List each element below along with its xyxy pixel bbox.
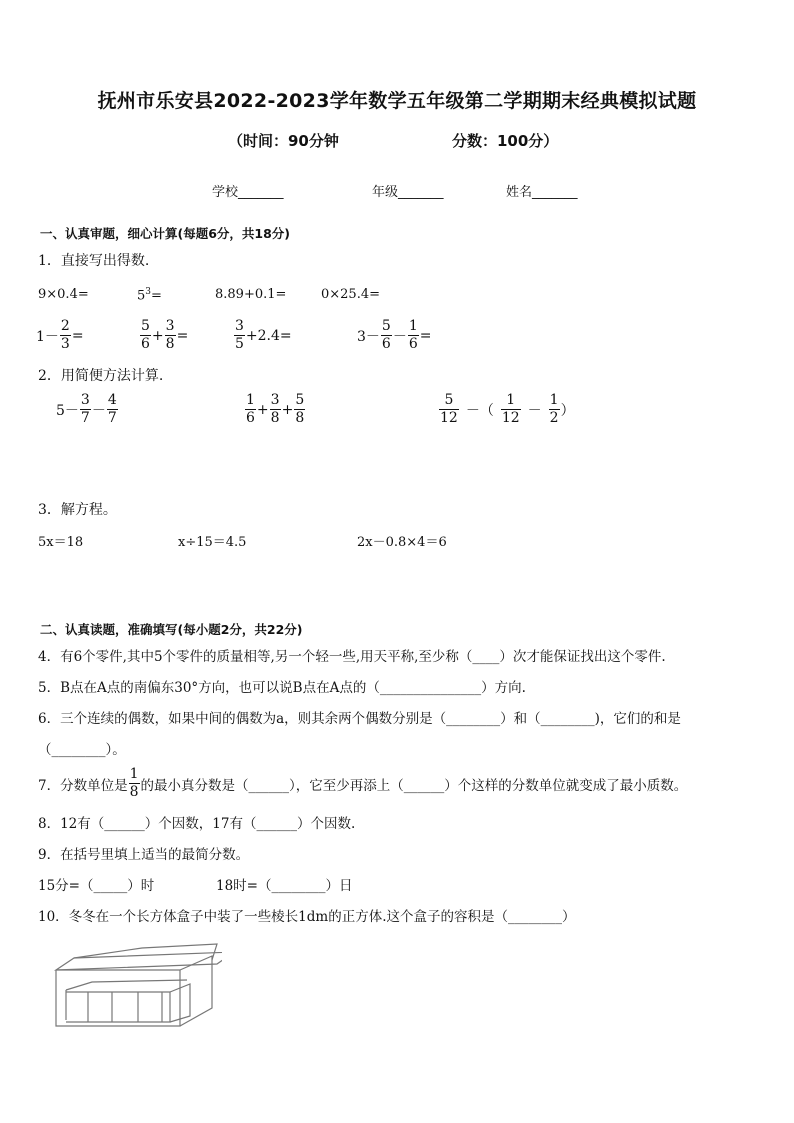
fraction: $\frac{5}{8}$	[295, 392, 305, 426]
fraction: $\frac{5}{6}$	[381, 318, 391, 352]
grade-field[interactable]: 年级_______	[372, 185, 444, 200]
cube-dividers	[66, 990, 162, 1022]
fraction: $\frac{3}{8}$	[270, 392, 280, 426]
q10-text: 10．冬冬在一个长方体盒子中装了一些棱长1dm的正方体.这个盒子的容积是（________）	[38, 909, 576, 925]
q9-item-2: 18时=（________）日	[216, 878, 353, 894]
fraction: $\frac{3}{8}$	[165, 318, 175, 352]
fraction: $\frac{3}{5}$	[235, 318, 244, 352]
school-field[interactable]: 学校_______	[212, 185, 284, 200]
q1-item-4: 0×25.4=	[321, 287, 381, 302]
q1-item-8: 3－ $\frac{5}{6}$ － $\frac{1}{6}$ =	[357, 318, 432, 352]
q6-text-cont: （________）。	[38, 742, 126, 758]
q1-item-2: $5^3=$	[137, 287, 162, 304]
fraction: $\frac{1}{2}$	[549, 392, 559, 426]
fraction: $\frac{4}{7}$	[107, 392, 117, 426]
q2-expr-2: $\frac{1}{6}$ + $\frac{3}{8}$ + $\frac{5}{8}$	[246, 392, 305, 426]
fraction: $\frac{2}{3}$	[60, 318, 70, 352]
box-top-edge	[56, 952, 222, 970]
q2-expr-1: 5－ $\frac{3}{7}$ － $\frac{4}{7}$	[56, 392, 117, 426]
exam-score: 分数：100分）	[452, 132, 559, 150]
q1-label: 1．直接写出得数.	[38, 253, 150, 269]
fraction: $\frac{3}{7}$	[80, 392, 90, 426]
box-figure	[52, 940, 222, 1032]
fraction: $\frac{5}{6}$	[141, 318, 150, 352]
q9-item-1: 15分=（_____）时	[38, 878, 155, 894]
q3-eq-2: x÷15＝4.5	[178, 535, 247, 550]
box-side	[180, 956, 212, 1026]
box-front	[56, 970, 180, 1026]
fraction: $\frac{1}{6}$	[246, 392, 255, 426]
page-title: 抚州市乐安县2022-2023学年数学五年级第二学期期末经典模拟试题	[97, 90, 697, 112]
fraction: $\frac{1}{6}$	[408, 318, 418, 352]
q7-text: 7．分数单位是 $\frac{1}{8}$ 的最小真分数是（______），它至少再添上（______）个这样的分数单位就变成了最小质数。	[38, 766, 688, 800]
q9-text: 9．在括号里填上适当的最简分数。	[38, 847, 250, 863]
q1-item-7: $\frac{3}{5}$ +2.4=	[235, 318, 292, 352]
fraction: $\frac{1}{8}$	[129, 766, 139, 800]
q2-expr-3: $\frac{5}{12}$ －（ $\frac{1}{12}$ － $\frac{1}{2}$ ）	[440, 392, 575, 426]
cube-row-front	[66, 992, 170, 1022]
cube-row-top	[66, 980, 187, 990]
section-2-heading: 二、认真读题，准确填写(每小题2分，共22分)	[40, 622, 303, 637]
fraction: $\frac{5}{12}$	[440, 392, 458, 426]
q1-item-6: $\frac{5}{6}$ + $\frac{3}{8}$ =	[141, 318, 189, 352]
fraction: $\frac{1}{12}$	[501, 392, 520, 426]
q3-eq-3: 2x－0.8×4＝6	[357, 535, 447, 550]
q4-text: 4．有6个零件,其中5个零件的质量相等,另一个轻一些,用天平称,至少称（____）次才能保证找出这个零件.	[38, 649, 666, 665]
q8-text: 8．12有（______）个因数，17有（______）个因数.	[38, 816, 356, 832]
q2-label: 2．用简便方法计算.	[38, 368, 164, 384]
q6-text: 6．三个连续的偶数，如果中间的偶数为a，则其余两个偶数分别是（________）和（________)，它们的和是	[38, 711, 681, 727]
q3-eq-1: 5x＝18	[38, 535, 84, 550]
q1-item-1: 9×0.4=	[38, 287, 89, 302]
name-field[interactable]: 姓名_______	[506, 185, 578, 200]
q1-item-5: 1－ $\frac{2}{3}$ =	[36, 318, 84, 352]
exam-time: （时间：90分钟	[228, 132, 339, 150]
q3-label: 3．解方程。	[38, 502, 117, 518]
q5-text: 5．B点在A点的南偏东30°方向，也可以说B点在A点的（_______________）方向.	[38, 680, 526, 696]
q1-item-3: 8.89+0.1=	[215, 287, 287, 302]
section-1-heading: 一、认真审题，细心计算(每题6分，共18分)	[40, 226, 291, 241]
